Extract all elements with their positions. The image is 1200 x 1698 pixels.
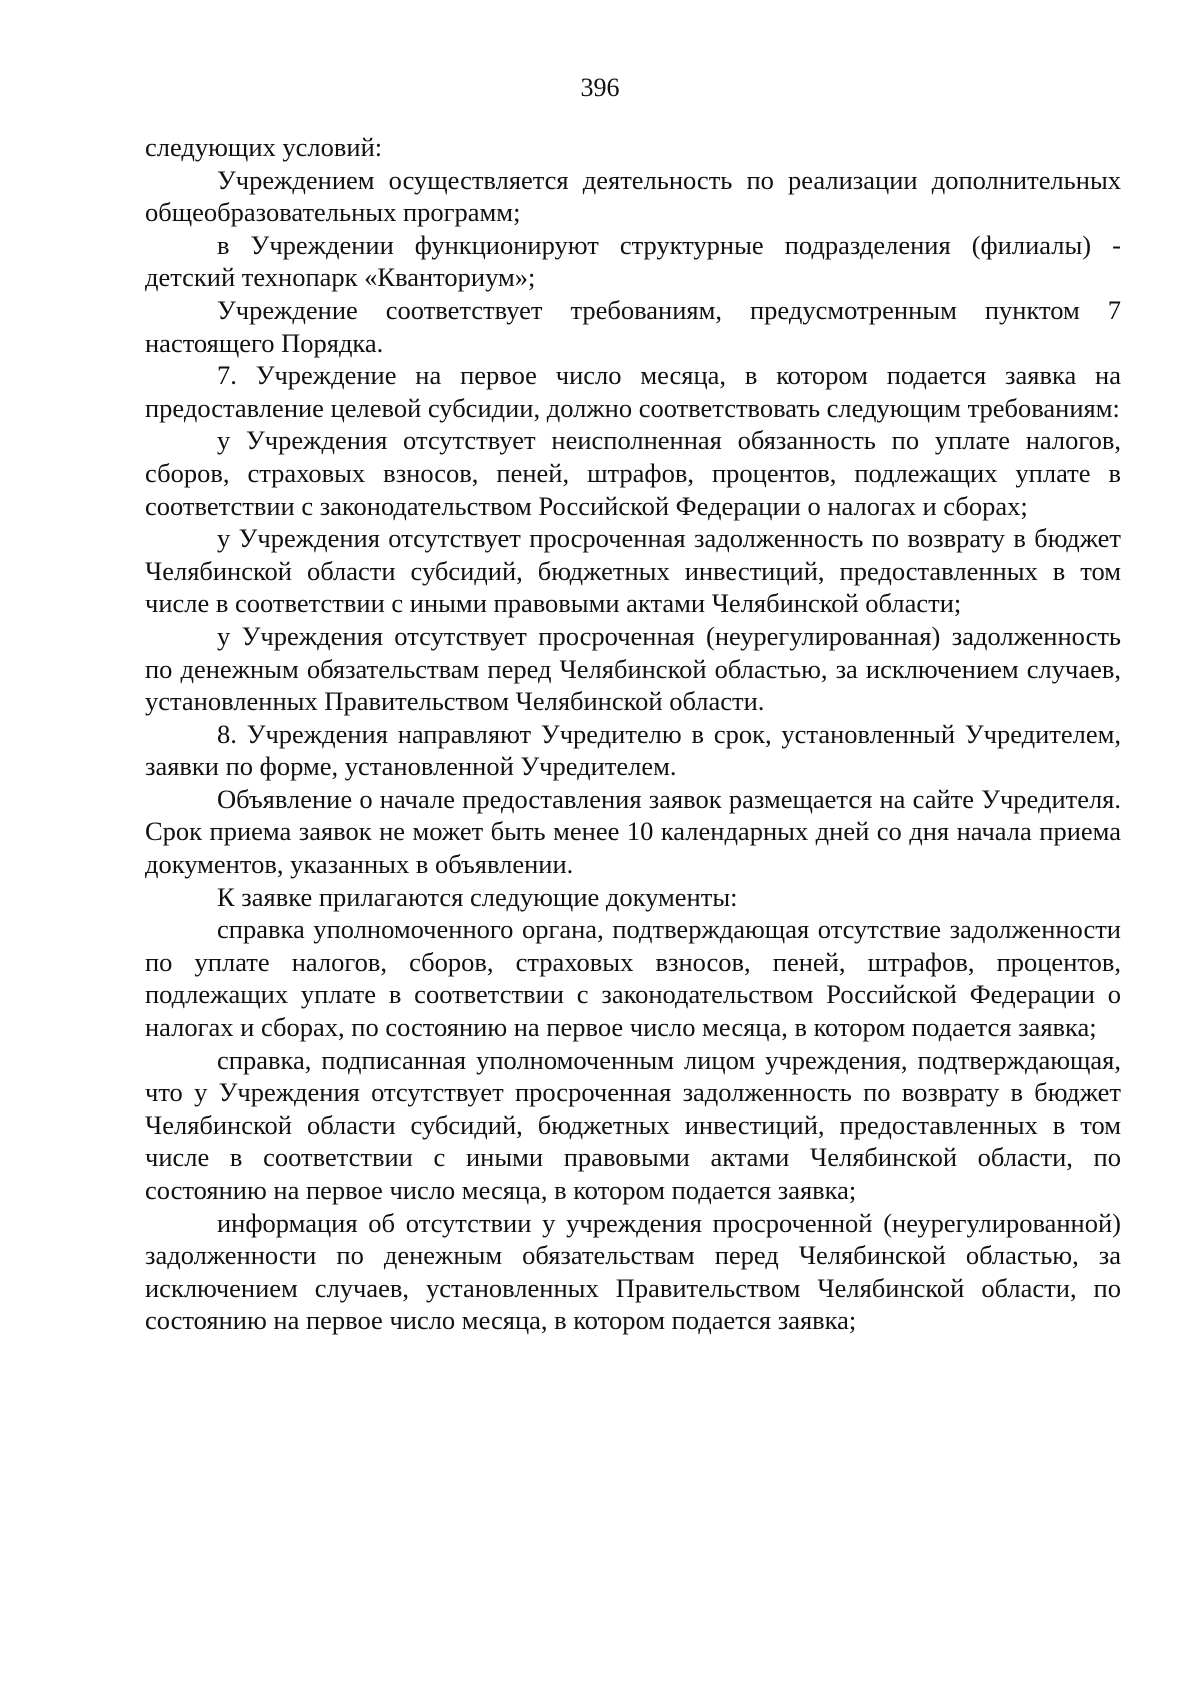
paragraph-condition-kvantorium: в Учреждении функционируют структурные подразделения (филиалы) - детский технопарк «Кванториум»; xyxy=(145,229,1121,293)
paragraph-document-obligations-info: информация об отсутствии у учреждения просроченной (неурегулированной) задолженности по денежным обязательствам перед Челябинской областью, за исключением случаев, установленных Правительством Челябинской области, по состоянию на первое число месяца, в котором подается заявка; xyxy=(145,1207,1121,1336)
paragraph-item-8: 8. Учреждения направляют Учредителю в срок, установленный Учредителем, заявки по форме, установленной Учредителем. xyxy=(145,718,1121,782)
paragraph-requirement-budget: у Учреждения отсутствует просроченная задолженность по возврату в бюджет Челябинской области субсидий, бюджетных инвестиций, предоставленных в том числе в соответствии с иными правовыми актами Челябинской области; xyxy=(145,523,1121,619)
paragraph-document-budget-certificate: справка, подписанная уполномоченным лицом учреждения, подтверждающая, что у Учреждения отсутствует просроченная задолженность по возврату в бюджет Челябинской области субсидий, бюджетных инвестиций, предоставленных в том числе в соответствии с иными правовыми актами Челябинской области, по состоянию на первое число месяца, в котором подается заявка; xyxy=(145,1044,1121,1205)
paragraph-document-tax-certificate: справка уполномоченного органа, подтверждающая отсутствие задолженности по уплате налогов, сборов, страховых взносов, пеней, штрафов, процентов, подлежащих уплате в соответствии с законодательством Российской Федерации о налогах и сборах, по состоянию на первое число месяца, в котором подается заявка; xyxy=(145,914,1121,1043)
paragraph-condition-programs: Учреждением осуществляется деятельность по реализации дополнительных общеобразовательных программ; xyxy=(145,164,1121,228)
paragraph-requirement-taxes: у Учреждения отсутствует неисполненная обязанность по уплате налогов, сборов, страховых взносов, пеней, штрафов, процентов, подлежащих уплате в соответствии с законодательством Российской Федерации о налогах и сборах; xyxy=(145,425,1121,521)
document-body xyxy=(145,131,1121,1337)
paragraph-announcement: Объявление о начале предоставления заявок размещается на сайте Учредителя. Срок приема заявок не может быть менее 10 календарных дней со дня начала приема документов, указанных в объявлении. xyxy=(145,783,1121,880)
paragraph-condition-requirements: Учреждение соответствует требованиям, предусмотренным пунктом 7 настоящего Порядка. xyxy=(145,294,1121,358)
paragraph-item-7: 7. Учреждение на первое число месяца, в котором подается заявка на предоставление целевой субсидии, должно соответствовать следующим требованиям: xyxy=(145,360,1121,423)
paragraph-requirement-obligations: у Учреждения отсутствует просроченная (неурегулированная) задолженность по денежным обязательствам перед Челябинской областью, за исключением случаев, установленных Правительством Челябинской области. xyxy=(145,620,1121,717)
paragraph-continuation: следующих условий: xyxy=(145,132,383,162)
page-number: 396 xyxy=(580,73,620,102)
paragraph-documents-intro: К заявке прилагаются следующие документы: xyxy=(217,881,738,912)
